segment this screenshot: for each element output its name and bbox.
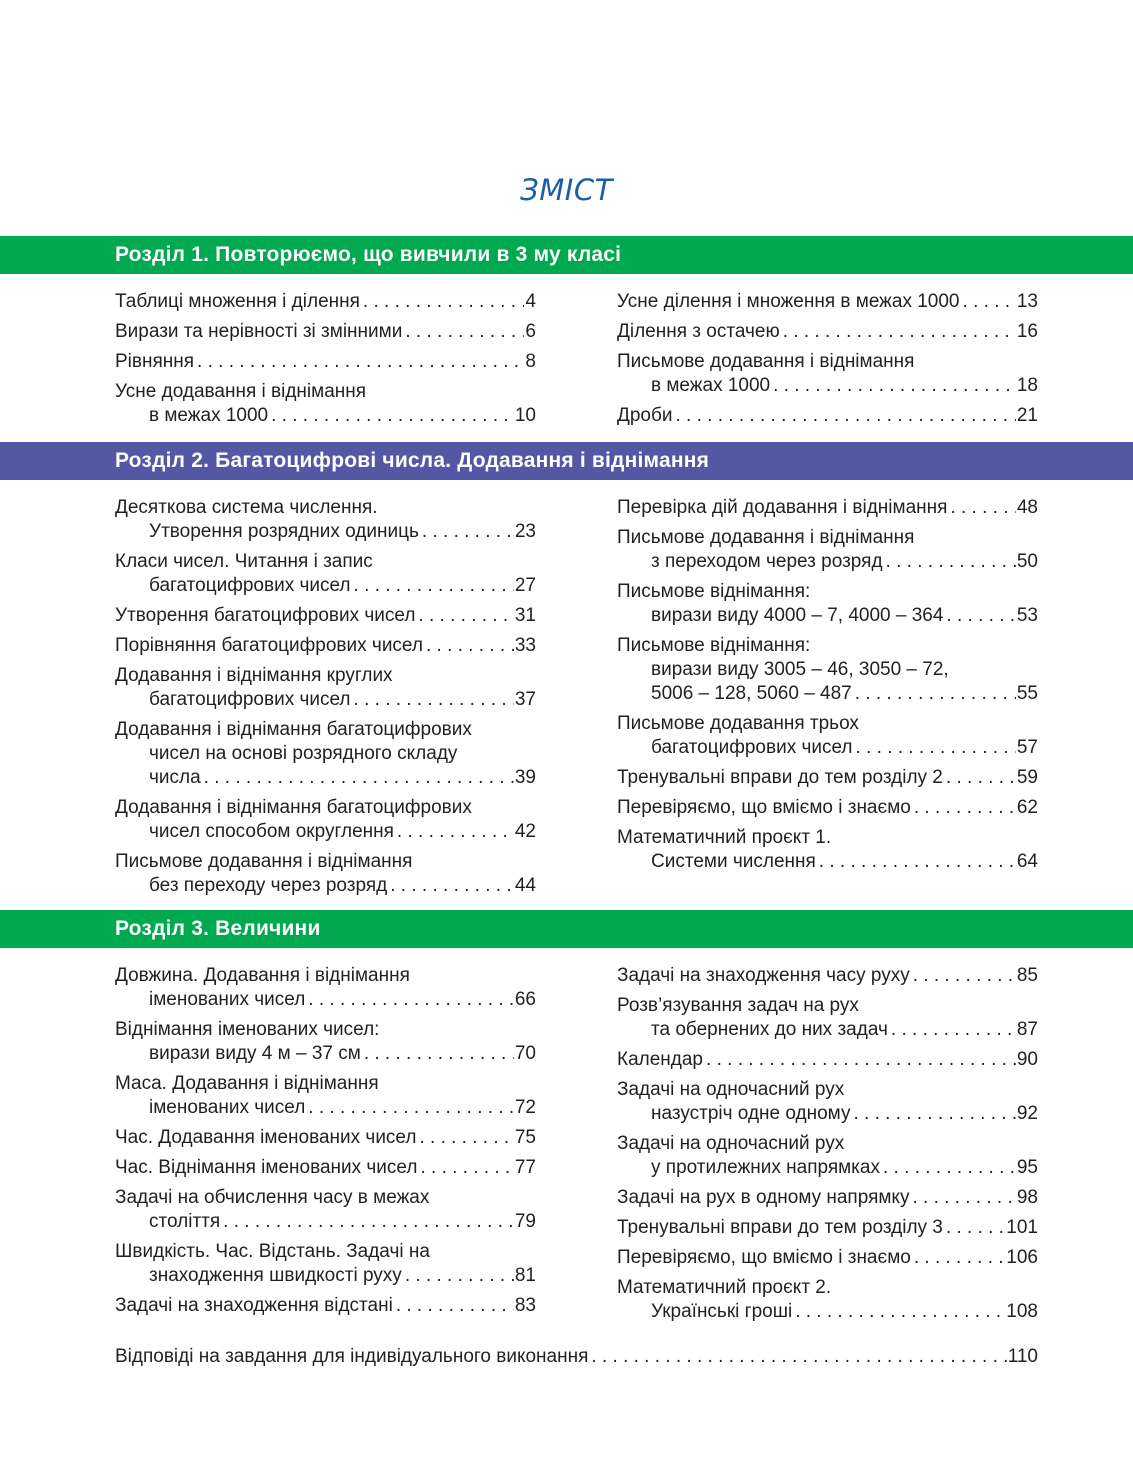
entry-text: Таблиці множення і ділення (115, 291, 360, 312)
entry-page: 83 (514, 1295, 536, 1316)
entry-text: Перевіряємо, що вміємо і знаємо (617, 797, 911, 818)
entry-text: чисел способом округлення (149, 821, 394, 842)
entry-text: багатоцифрових чисел (149, 689, 351, 710)
section-1-left-column (115, 290, 536, 434)
entry-page: 70 (514, 1043, 536, 1064)
dot-leader (402, 1264, 514, 1288)
dot-leader (417, 1156, 513, 1180)
dot-leader (351, 574, 514, 598)
entry-text: Задачі на знаходження часу руху (617, 965, 910, 986)
toc-entry[interactable] (115, 1186, 536, 1234)
dot-leader (943, 604, 1015, 628)
entry-page: 66 (514, 989, 536, 1010)
entry-text: Задачі на знаходження відстані (115, 1295, 393, 1316)
entry-page: 50 (1016, 551, 1038, 572)
entry-text: Письмове віднімання: (617, 635, 811, 656)
entry-page: 18 (1016, 375, 1038, 396)
dot-leader (588, 1345, 1006, 1369)
entry-text: Швидкість. Час. Відстань. Задачі на (115, 1241, 430, 1262)
toc-entry[interactable] (115, 290, 536, 314)
entry-page: 64 (1016, 851, 1038, 872)
toc-entry[interactable] (617, 964, 1038, 988)
entry-page: 6 (525, 321, 536, 342)
toc-entry[interactable] (115, 496, 536, 544)
entry-text: Системи числення (651, 851, 816, 872)
page-title: ЗМІСТ (520, 173, 613, 207)
entry-page: 8 (525, 351, 536, 372)
dot-leader (360, 290, 525, 314)
entry-page: 10 (514, 405, 536, 426)
section-3-right-column (617, 964, 1038, 1330)
entry-page: 75 (514, 1127, 536, 1148)
entry-text: Задачі на одночасний рух (617, 1079, 845, 1100)
toc-entry[interactable] (115, 664, 536, 712)
entry-text: багатоцифрових чисел (149, 575, 351, 596)
toc-entry[interactable] (115, 850, 536, 898)
entry-page: 81 (514, 1265, 536, 1286)
toc-entry[interactable] (115, 320, 536, 344)
dot-leader (911, 796, 1016, 820)
entry-text: Час. Додавання іменованих чисел (115, 1127, 417, 1148)
entry-text: числа (149, 767, 201, 788)
entry-page: 77 (514, 1157, 536, 1178)
dot-leader (423, 634, 514, 658)
entry-text: знаходження швидкості руху (149, 1265, 402, 1286)
toc-entry[interactable] (115, 1018, 536, 1066)
entry-text: Розв’язування задач на рух (617, 995, 859, 1016)
section-1-heading: Розділ 1. Повторюємо, що вивчили в 3 му класі (0, 236, 1133, 274)
entry-text: Додавання і віднімання багатоцифрових (115, 797, 472, 818)
toc-entry[interactable] (617, 994, 1038, 1042)
entry-page: 59 (1016, 767, 1038, 788)
dot-leader (853, 736, 1016, 760)
entry-page: 21 (1016, 405, 1038, 426)
toc-entry[interactable] (617, 712, 1038, 760)
toc-entry[interactable] (617, 526, 1038, 574)
entry-text: Математичний проєкт 2. (617, 1277, 832, 1298)
toc-entry[interactable] (115, 964, 536, 1012)
entry-page: 48 (1016, 497, 1038, 518)
entry-text: Відповіді на завдання для індивідуального виконання (115, 1346, 589, 1367)
dot-leader (770, 374, 1016, 398)
entry-page: 13 (1016, 291, 1038, 312)
dot-leader (387, 874, 514, 898)
toc-entry[interactable] (115, 1240, 536, 1288)
entry-page: 90 (1016, 1049, 1038, 1070)
entry-text: століття (149, 1211, 221, 1232)
entry-page: 106 (1006, 1247, 1038, 1268)
entry-text: Утворення багатоцифрових чисел (115, 605, 416, 626)
toc-entry[interactable] (617, 290, 1038, 314)
entry-text: Усне додавання і віднімання (115, 381, 367, 402)
entry-text: іменованих чисел (149, 989, 306, 1010)
entry-text: без переходу через розряд (149, 875, 388, 896)
toc-entry[interactable] (617, 796, 1038, 820)
entry-page: 98 (1016, 1187, 1038, 1208)
entry-page: 62 (1016, 797, 1038, 818)
entry-text: Задачі на одночасний рух (617, 1133, 845, 1154)
toc-entry[interactable] (617, 1186, 1038, 1210)
entry-text: Письмове додавання і віднімання (617, 527, 915, 548)
entry-text: Додавання і віднімання багатоцифрових (115, 719, 472, 740)
entry-text: Тренувальні вправи до тем розділу 2 (617, 767, 943, 788)
entry-text: Перевірка дій додавання і віднімання (617, 497, 948, 518)
toc-entry[interactable] (617, 404, 1038, 428)
entry-page: 4 (525, 291, 536, 312)
dot-leader (960, 290, 1016, 314)
entry-text: вирази виду 3005 – 46, 3050 – 72, (651, 659, 949, 680)
dot-leader (852, 682, 1016, 706)
dot-leader (943, 1216, 1005, 1240)
entry-page: 101 (1006, 1217, 1038, 1238)
dot-leader (416, 1126, 513, 1150)
entry-text: Порівняння багатоцифрових чисел (115, 635, 423, 656)
entry-text: Рівняння (115, 351, 195, 372)
dot-leader (673, 404, 1016, 428)
dot-leader (880, 1156, 1016, 1180)
dot-leader (415, 604, 513, 628)
entry-page: 95 (1016, 1157, 1038, 1178)
section-2-heading: Розділ 2. Багатоцифрові числа. Додавання і віднімання (0, 442, 1133, 480)
entry-text: Задачі на обчислення часу в межах (115, 1187, 430, 1208)
section-3-heading: Розділ 3. Величини (0, 910, 1133, 948)
entry-text: Маса. Додавання і віднімання (115, 1073, 379, 1094)
entry-text: Дроби (617, 405, 673, 426)
toc-entry[interactable] (115, 1156, 536, 1180)
section-2-right-column (617, 496, 1038, 880)
entry-text: багатоцифрових чисел (651, 737, 853, 758)
dot-leader (361, 1042, 514, 1066)
dot-leader (911, 1246, 1005, 1270)
entry-text: Утворення розрядних одиниць (149, 521, 419, 542)
entry-text: вирази виду 4 м – 37 см (149, 1043, 361, 1064)
entry-text: Перевіряємо, що вміємо і знаємо (617, 1247, 911, 1268)
entry-text: Десяткова система числення. (115, 497, 378, 518)
entry-page: 87 (1016, 1019, 1038, 1040)
entry-text: Математичний проєкт 1. (617, 827, 832, 848)
entry-page: 37 (514, 689, 536, 710)
toc-entry[interactable] (617, 1132, 1038, 1180)
entry-page: 16 (1016, 321, 1038, 342)
dot-leader (780, 320, 1016, 344)
dot-leader (268, 404, 514, 428)
toc-entry[interactable] (115, 1126, 536, 1150)
entry-text: Вирази та нерівності зі змінними (115, 321, 403, 342)
entry-text: 5006 – 128, 5060 – 487 (651, 683, 852, 704)
toc-entry[interactable] (617, 1078, 1038, 1126)
entry-text: назустріч одне одному (651, 1103, 851, 1124)
section-3-left-column (115, 964, 536, 1324)
toc-entry[interactable] (617, 826, 1038, 874)
entry-page: 27 (514, 575, 536, 596)
entry-text: іменованих чисел (149, 1097, 306, 1118)
entry-text: в межах 1000 (651, 375, 771, 396)
entry-text: та обернених до них задач (651, 1019, 888, 1040)
dot-leader (201, 766, 514, 790)
toc-entry[interactable] (617, 350, 1038, 398)
entry-text: Письмове додавання і віднімання (115, 851, 413, 872)
dot-leader (351, 688, 514, 712)
entry-page: 39 (514, 767, 536, 788)
toc-entry[interactable] (617, 320, 1038, 344)
dot-leader (394, 820, 514, 844)
dot-leader (816, 850, 1016, 874)
dot-leader (305, 988, 514, 1012)
dot-leader (419, 520, 514, 544)
entry-page: 110 (1007, 1346, 1038, 1367)
entry-page: 72 (514, 1097, 536, 1118)
dot-leader (909, 1186, 1015, 1210)
entry-text: Класи чисел. Читання і запис (115, 551, 373, 572)
entry-page: 79 (514, 1211, 536, 1232)
entry-text: Ділення з остачею (617, 321, 780, 342)
toc-entry[interactable] (115, 604, 536, 628)
section-2-left-column (115, 496, 536, 904)
entry-page: 92 (1016, 1103, 1038, 1124)
dot-leader (883, 550, 1016, 574)
toc-entry[interactable] (115, 1294, 536, 1318)
toc-entry[interactable] (617, 766, 1038, 790)
entry-page: 108 (1006, 1301, 1038, 1322)
dot-leader (888, 1018, 1016, 1042)
toc-entry[interactable] (115, 634, 536, 658)
entry-text: в межах 1000 (149, 405, 269, 426)
dot-leader (947, 496, 1015, 520)
entry-text: Письмове додавання і віднімання (617, 351, 915, 372)
dot-leader (393, 1294, 514, 1318)
toc-entry[interactable] (115, 1072, 536, 1120)
dot-leader (402, 320, 524, 344)
entry-page: 42 (514, 821, 536, 842)
toc-entry[interactable] (115, 380, 536, 428)
entry-page: 33 (514, 635, 536, 656)
entry-page: 55 (1016, 683, 1038, 704)
entry-text: Письмове додавання трьох (617, 713, 859, 734)
entry-text: з переходом через розряд (651, 551, 883, 572)
entry-text: Тренувальні вправи до тем розділу 3 (617, 1217, 943, 1238)
entry-text: вирази виду 4000 – 7, 4000 – 364 (651, 605, 944, 626)
toc-entry[interactable] (617, 1276, 1038, 1324)
dot-leader (943, 766, 1016, 790)
toc-entry[interactable] (617, 580, 1038, 628)
entry-text: Українські гроші (651, 1301, 793, 1322)
entry-page: 57 (1016, 737, 1038, 758)
entry-text: Час. Віднімання іменованих чисел (115, 1157, 418, 1178)
dot-leader (792, 1300, 1005, 1324)
answers-entry[interactable] (115, 1345, 1038, 1369)
entry-page: 31 (514, 605, 536, 626)
dot-leader (703, 1048, 1016, 1072)
toc-entry[interactable] (617, 496, 1038, 520)
entry-page: 85 (1016, 965, 1038, 986)
entry-text: Довжина. Додавання і віднімання (115, 965, 410, 986)
entry-text: Віднімання іменованих чисел: (115, 1019, 380, 1040)
entry-text: Задачі на рух в одному напрямку (617, 1187, 910, 1208)
entry-page: 44 (514, 875, 536, 896)
entry-text: чисел на основі розрядного складу (149, 743, 458, 764)
toc-entry[interactable] (617, 1216, 1038, 1240)
toc-entry[interactable] (115, 718, 536, 790)
toc-entry[interactable] (617, 634, 1038, 706)
dot-leader (220, 1210, 514, 1234)
toc-entry[interactable] (617, 1048, 1038, 1072)
toc-entry[interactable] (115, 550, 536, 598)
entry-text: Календар (617, 1049, 704, 1070)
dot-leader (850, 1102, 1015, 1126)
dot-leader (910, 964, 1016, 988)
toc-entry[interactable] (617, 1246, 1038, 1270)
dot-leader (194, 350, 524, 374)
entry-page: 53 (1016, 605, 1038, 626)
section-1-right-column (617, 290, 1038, 434)
entry-page: 23 (514, 521, 536, 542)
toc-entry[interactable] (115, 350, 536, 374)
entry-text: Усне ділення і множення в межах 1000 (617, 291, 960, 312)
entry-text: у протилежних напрямках (651, 1157, 880, 1178)
entry-text: Письмове віднімання: (617, 581, 811, 602)
dot-leader (305, 1096, 514, 1120)
toc-entry[interactable] (115, 796, 536, 844)
entry-text: Додавання і віднімання круглих (115, 665, 393, 686)
